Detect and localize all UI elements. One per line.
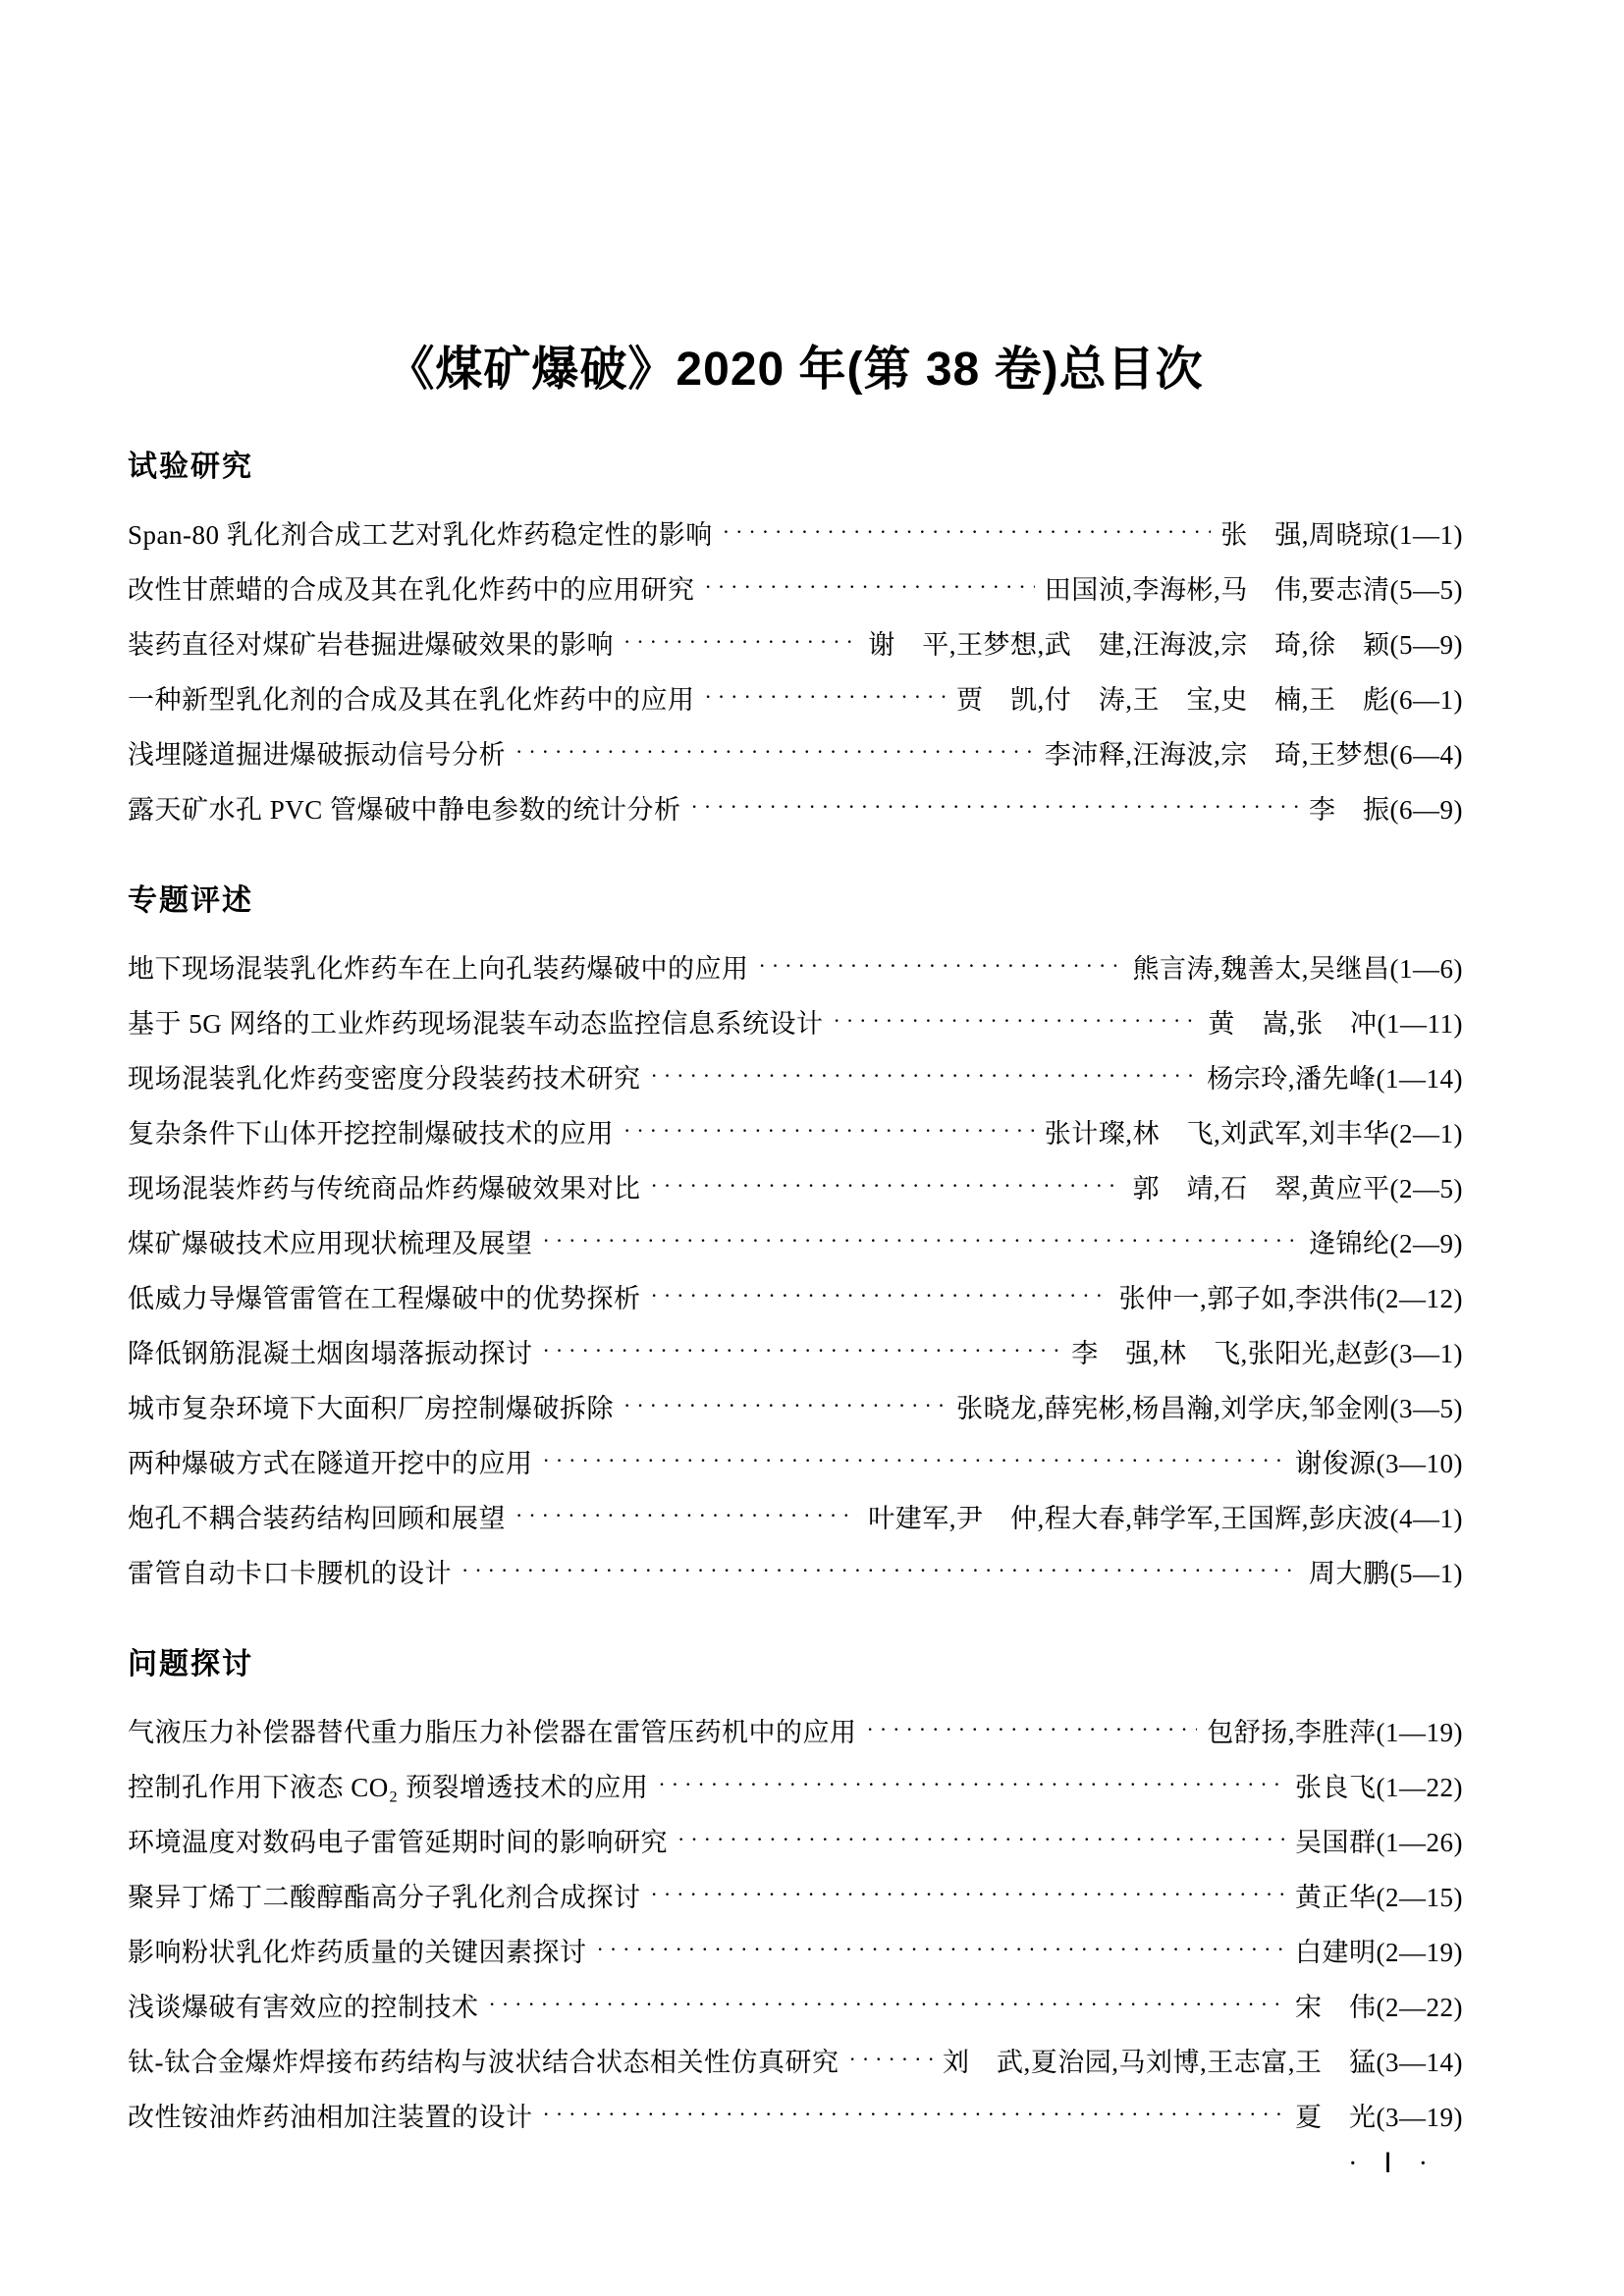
dot-leader <box>461 1558 1299 1583</box>
entry-title: 环境温度对数码电子雷管延期时间的影响研究 <box>128 1827 668 1857</box>
entry-authors-pages: 张晓龙,薛宪彬,杨昌瀚,刘学庆,邹金刚(3—5) <box>956 1393 1463 1423</box>
section-heading: 问题探讨 <box>128 1648 253 1681</box>
entry-authors-pages: 李 强,林 飞,张阳光,赵彭(3—1) <box>1071 1338 1463 1368</box>
dot-leader <box>489 1992 1286 2017</box>
entry-title: 现场混装炸药与传统商品炸药爆破效果对比 <box>128 1173 641 1203</box>
toc-entry-row <box>128 1543 1463 1598</box>
entry-authors-pages: 熊言涛,魏善太,吴继昌(1—6) <box>1132 953 1463 984</box>
page-number-footer: · Ⅰ · <box>1348 2149 1437 2179</box>
entry-title: 雷管自动卡口卡腰机的设计 <box>128 1558 452 1588</box>
entry-authors-pages: 黄 嵩,张 冲(1—11) <box>1208 1008 1463 1039</box>
toc-entry-row <box>128 1922 1463 1977</box>
entry-authors-pages: 张 强,周晓琼(1—1) <box>1220 519 1463 550</box>
toc-section <box>128 448 1463 834</box>
entry-authors-pages: 郭 靖,石 翠,黄应平(2—5) <box>1132 1173 1463 1203</box>
dot-leader <box>543 1448 1286 1473</box>
entry-title: 影响粉状乳化炸药质量的关键因素探讨 <box>128 1937 587 1967</box>
entry-title: 降低钢筋混凝土烟囱塌落振动探讨 <box>128 1338 533 1368</box>
dot-leader <box>723 519 1212 545</box>
entry-authors-pages: 逄锦纶(2—9) <box>1309 1228 1463 1258</box>
dot-leader <box>623 629 858 655</box>
dot-leader <box>515 739 1035 765</box>
entry-title: 城市复杂环境下大面积厂房控制爆破拆除 <box>128 1393 614 1423</box>
toc-entry-row <box>128 1812 1463 1867</box>
entry-authors-pages: 黄正华(2—15) <box>1295 1882 1463 1912</box>
entry-authors-pages: 张仲一,郭子如,李洪伟(2—12) <box>1118 1283 1463 1313</box>
toc-entry-row <box>128 1977 1463 2032</box>
dot-leader <box>651 1882 1286 1907</box>
page-title: 《煤矿爆破》2020 年(第 38 卷)总目次 <box>387 344 1204 396</box>
entry-authors-pages: 贾 凯,付 涛,王 宝,史 楠,王 彪(6—1) <box>956 684 1463 715</box>
dot-leader <box>867 1717 1198 1742</box>
section-entries <box>128 1702 1463 2142</box>
entry-title: 改性甘蔗蜡的合成及其在乳化炸药中的应用研究 <box>128 574 695 605</box>
entry-title: 一种新型乳化剂的合成及其在乳化炸药中的应用 <box>128 684 695 715</box>
entry-authors-pages: 张计璨,林 飞,刘武军,刘丰华(2—1) <box>1044 1118 1463 1148</box>
dot-leader <box>651 1063 1198 1089</box>
dot-leader <box>623 1393 947 1418</box>
entry-title: 煤矿爆破技术应用现状梳理及展望 <box>128 1228 533 1258</box>
entry-authors-pages: 杨宗玲,潘先峰(1—14) <box>1207 1063 1463 1094</box>
dot-leader <box>834 1008 1199 1034</box>
entry-title: 炮孔不耦合装药结构回顾和展望 <box>128 1503 506 1533</box>
dot-leader <box>658 1772 1285 1797</box>
toc-entry-row <box>128 1048 1463 1103</box>
toc-entry-row <box>128 1757 1463 1812</box>
entry-authors-pages: 谢 平,王梦想,武 建,汪海波,宗 琦,徐 颖(5—9) <box>868 629 1463 660</box>
toc-entry-row <box>128 779 1463 834</box>
toc-entry-row <box>128 2087 1463 2142</box>
toc-entry-row <box>128 1433 1463 1488</box>
section-heading: 试验研究 <box>128 451 253 483</box>
toc-entry-row <box>128 1158 1463 1213</box>
entry-title: 地下现场混装乳化炸药车在上向孔装药爆破中的应用 <box>128 953 749 984</box>
dot-leader <box>651 1173 1123 1199</box>
entry-authors-pages: 吴国群(1—26) <box>1295 1827 1463 1857</box>
toc-entry-row <box>128 1103 1463 1158</box>
entry-title: 气液压力补偿器替代重力脂压力补偿器在雷管压药机中的应用 <box>128 1717 857 1747</box>
entry-title: 低威力导爆管雷管在工程爆破中的优势探析 <box>128 1283 641 1313</box>
toc-entry-row <box>128 560 1463 614</box>
toc-entry-row <box>128 1268 1463 1323</box>
entry-title: 浅谈爆破有害效应的控制技术 <box>128 1992 479 2022</box>
toc-entry-row <box>128 724 1463 779</box>
entry-title: 改性铵油炸药油相加注装置的设计 <box>128 2102 533 2132</box>
entry-title: 浅埋隧道掘进爆破振动信号分析 <box>128 739 506 770</box>
toc-section <box>128 1645 1463 2142</box>
toc-entry-row <box>128 1213 1463 1268</box>
dot-leader <box>597 1937 1286 1962</box>
toc-entry-row <box>128 993 1463 1048</box>
entry-authors-pages: 田国浈,李海彬,马 伟,要志清(5—5) <box>1044 574 1463 605</box>
toc-entry-row <box>128 669 1463 724</box>
entry-title: 现场混装乳化炸药变密度分段装药技术研究 <box>128 1063 641 1094</box>
toc-entry-row <box>128 1488 1463 1543</box>
entry-authors-pages: 周大鹏(5—1) <box>1309 1558 1463 1588</box>
toc-entry-row <box>128 1323 1463 1378</box>
dot-leader <box>651 1283 1110 1308</box>
entry-title: 聚异丁烯丁二酸醇酯高分子乳化剂合成探讨 <box>128 1882 641 1912</box>
toc-entry-row <box>128 614 1463 669</box>
entry-title: 钛-钛合金爆炸焊接布药结构与波状结合状态相关性仿真研究 <box>128 2047 839 2077</box>
entry-title: Span-80 乳化剂合成工艺对乳化炸药稳定性的影响 <box>128 519 713 550</box>
entry-authors-pages: 刘 武,夏治园,马刘博,王志富,王 猛(3—14) <box>943 2047 1463 2077</box>
entry-title: 基于 5G 网络的工业炸药现场混装车动态监控信息系统设计 <box>128 1008 824 1039</box>
entry-authors-pages: 李 振(6—9) <box>1309 794 1463 825</box>
dot-leader <box>705 684 947 710</box>
toc-section <box>128 881 1463 1598</box>
toc-entry-row <box>128 938 1463 993</box>
dot-leader <box>623 1118 1035 1144</box>
entry-authors-pages: 夏 光(3—19) <box>1295 2102 1463 2132</box>
dot-leader <box>677 1827 1285 1852</box>
entry-title: 露天矿水孔 PVC 管爆破中静电参数的统计分析 <box>128 794 681 825</box>
dot-leader <box>543 2102 1286 2127</box>
dot-leader <box>691 794 1299 820</box>
toc-entry-row <box>128 505 1463 560</box>
entry-authors-pages: 张良飞(1—22) <box>1295 1772 1463 1802</box>
dot-leader <box>759 953 1123 979</box>
entry-authors-pages: 叶建军,尹 仲,程大春,韩学军,王国辉,彭庆波(4—1) <box>868 1503 1463 1533</box>
entry-authors-pages: 包舒扬,李胜萍(1—19) <box>1207 1717 1463 1747</box>
toc-sections <box>128 448 1463 2142</box>
entry-title: 装药直径对煤矿岩巷掘进爆破效果的影响 <box>128 629 614 660</box>
dot-leader <box>543 1228 1300 1254</box>
toc-entry-row <box>128 1378 1463 1433</box>
dot-leader <box>705 574 1035 600</box>
entry-authors-pages: 谢俊源(3—10) <box>1295 1448 1463 1478</box>
toc-entry-row <box>128 2032 1463 2087</box>
entry-authors-pages: 宋 伟(2—22) <box>1295 1992 1463 2022</box>
entry-authors-pages: 白建明(2—19) <box>1295 1937 1463 1967</box>
dot-leader <box>543 1338 1062 1363</box>
toc-entry-row <box>128 1702 1463 1757</box>
dot-leader <box>849 2047 934 2072</box>
entry-authors-pages: 李沛释,汪海波,宗 琦,王梦想(6—4) <box>1044 739 1463 770</box>
entry-title: 复杂条件下山体开挖控制爆破技术的应用 <box>128 1118 614 1148</box>
entry-title: 两种爆破方式在隧道开挖中的应用 <box>128 1448 533 1478</box>
toc-entry-row <box>128 1867 1463 1922</box>
entry-title: 控制孔作用下液态 CO₂ 预裂增透技术的应用 <box>128 1772 649 1802</box>
dot-leader <box>515 1503 858 1528</box>
section-entries <box>128 505 1463 834</box>
section-entries <box>128 938 1463 1598</box>
section-heading: 专题评述 <box>128 884 253 917</box>
